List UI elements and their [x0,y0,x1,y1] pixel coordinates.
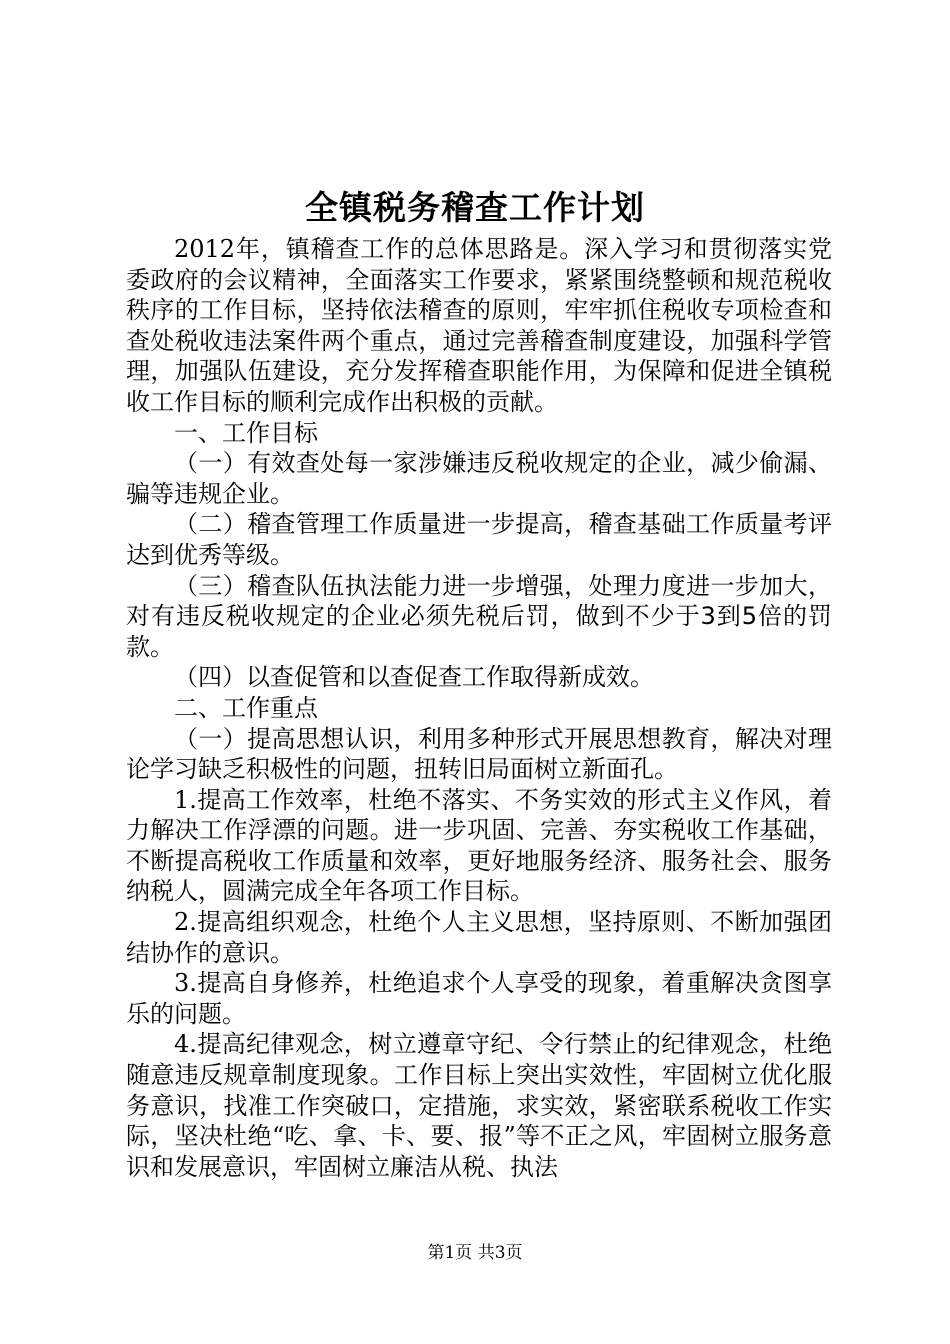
document-title: 全镇税务稽查工作计划 [305,188,645,227]
focus-subitem-1: 1.提高工作效率，杜绝不落实、不务实效的形式主义作风，着力解决工作浮漂的问题。进一步巩固、完善、夯实税收工作基础，不断提高税收工作质量和效率，更好地服务经济、服务社会、服务纳税人，圆满完成全年各项工作目标。 [126,785,832,906]
focus-item-1: （一）提高思想认识，利用多种形式开展思想教育，解决对理论学习缺乏积极性的问题，扭转旧局面树立新面孔。 [126,724,832,784]
page-footer: 第1页 共3页 [427,1243,523,1263]
document-body [126,234,832,1182]
goal-item-1: （一）有效查处每一家涉嫌违反税收规定的企业，减少偷漏、骗等违规企业。 [126,449,832,508]
section-heading-focus: 二、工作重点 [174,693,318,722]
goal-item-2: （二）稽查管理工作质量进一步提高，稽查基础工作质量考评达到优秀等级。 [126,510,832,569]
focus-subitem-3: 3.提高自身修养，杜绝追求个人享受的现象，着重解决贪图享乐的问题。 [126,969,832,1028]
focus-subitem-2: 2.提高组织观念，杜绝个人主义思想，坚持原则、不断加强团结协作的意识。 [126,908,832,967]
focus-subitem-4: 4.提高纪律观念，树立遵章守纪、令行禁止的纪律观念，杜绝随意违反规章制度现象。工作目标上突出实效性，牢固树立优化服务意识，找准工作突破口，定措施，求实效，紧密联系税收工作实际，坚决杜绝“吃、拿、卡、要、报”等不正之风，牢固树立服务意识和发展意识，牢固树立廉洁从税、执法 [126,1030,832,1181]
section-heading-goals: 一、工作目标 [174,418,318,447]
paragraph-intro: 2012年，镇稽查工作的总体思路是。深入学习和贯彻落实党委政府的会议精神，全面落实工作要求，紧紧围绕整顿和规范税收秩序的工作目标，坚持依法稽查的原则，牢牢抓住税收专项检查和查处税收违法案件两个重点，通过完善稽查制度建设，加强科学管理，加强队伍建设，充分发挥稽查职能作用，为保障和促进全镇税收工作目标的顺利完成作出积极的贡献。 [126,235,832,416]
goal-item-3: （三）稽查队伍执法能力进一步增强，处理力度进一步加大，对有违反税收规定的企业必须先税后罚，做到不少于3到5倍的罚款。 [126,571,832,661]
goal-item-4: （四）以查促管和以查促查工作取得新成效。 [174,663,654,692]
